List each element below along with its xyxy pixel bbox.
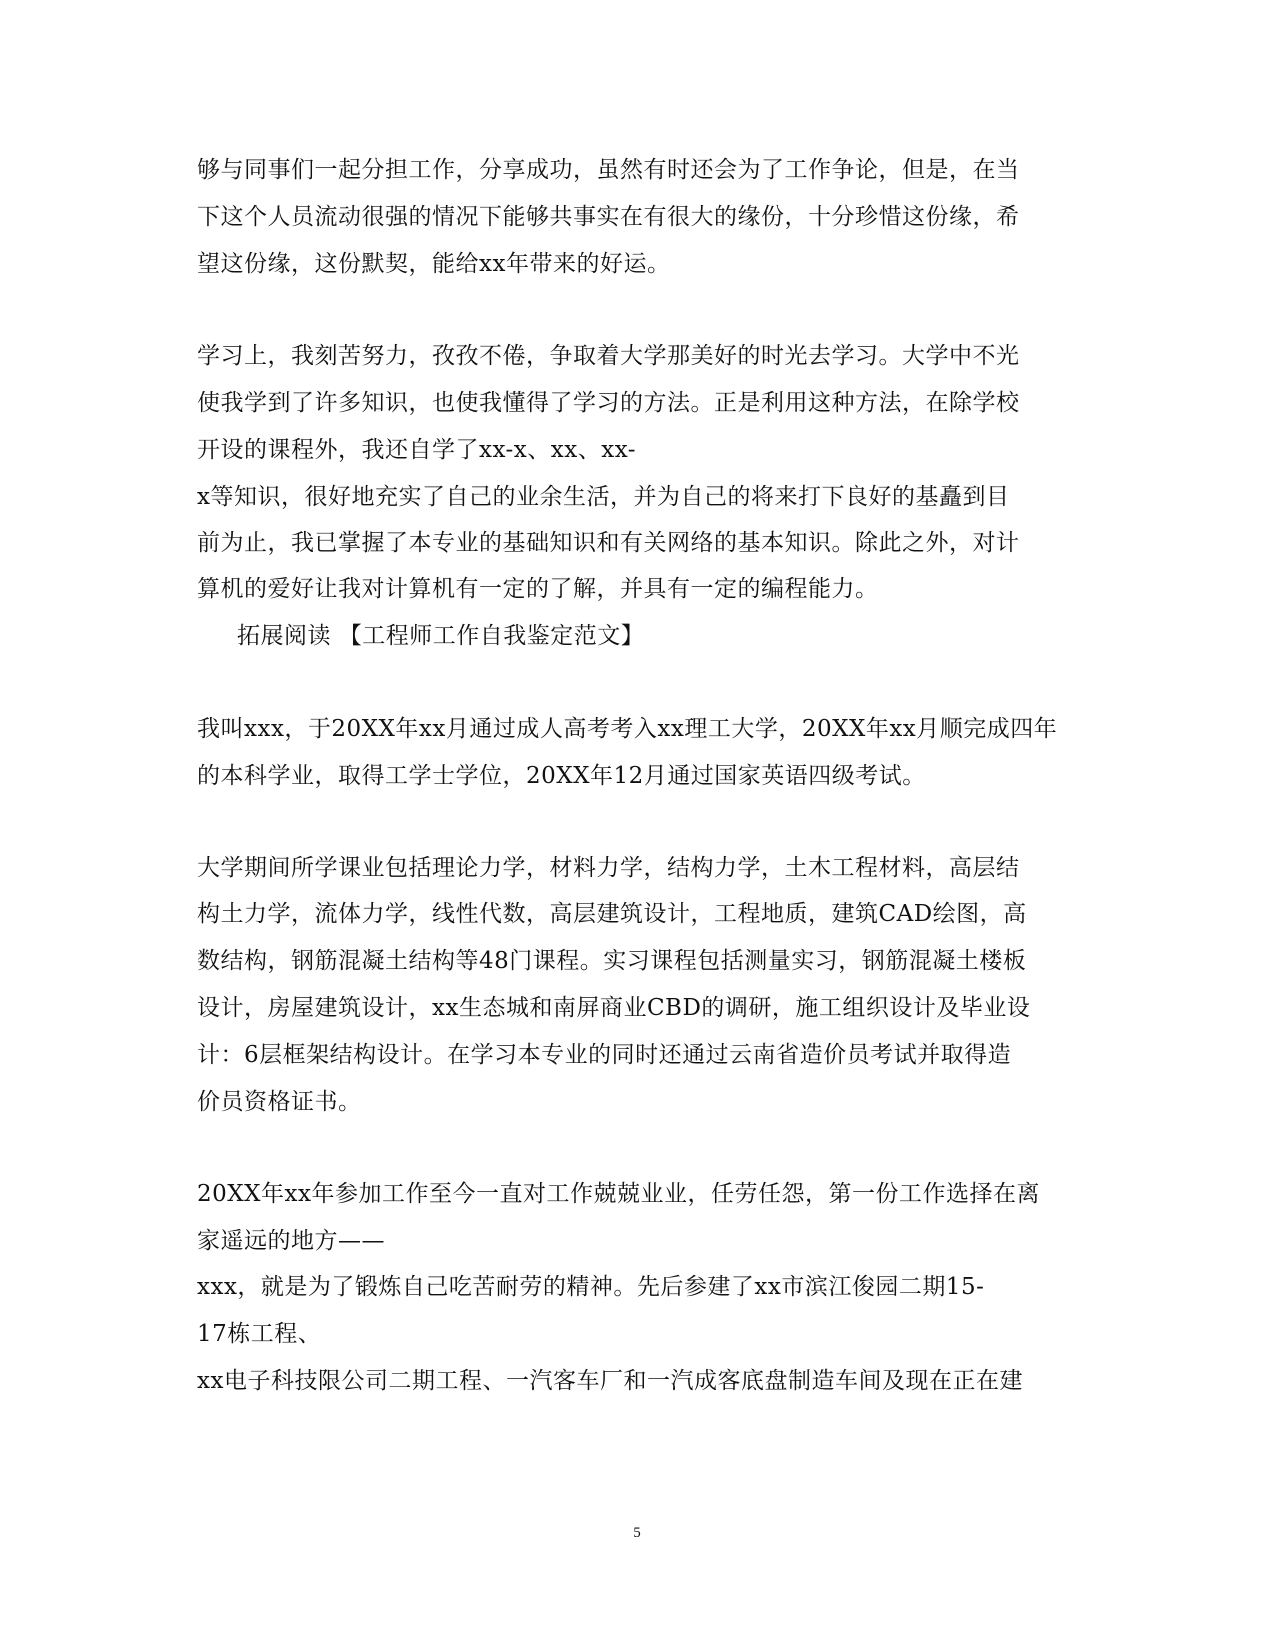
- text-line: 计：6层框架结构设计。在学习本专业的同时还通过云南省造价员考试并取得造: [197, 1042, 1012, 1068]
- text-line: 大学期间所学课业包括理论力学，材料力学，结构力学，土木工程材料，高层结: [197, 855, 1020, 881]
- text-line: 家遥远的地方——: [197, 1228, 385, 1254]
- text-line: 设计，房屋建筑设计，xx生态城和南屏商业CBD的调研，施工组织设计及毕业设: [197, 995, 1031, 1021]
- text-line: 算机的爱好让我对计算机有一定的了解，并具有一定的编程能力。: [197, 576, 879, 602]
- text-line: 的本科学业，取得工学士学位，20XX年12月通过国家英语四级考试。: [197, 763, 926, 789]
- text-line: 价员资格证书。: [197, 1089, 362, 1115]
- text-line: xxx，就是为了锻炼自己吃苦耐劳的精神。先后参建了xx市滨江俊园二期15-: [197, 1274, 985, 1300]
- text-line: 望这份缘，这份默契，能给xx年带来的好运。: [197, 251, 671, 277]
- text-line: xx电子科技限公司二期工程、一汽客车厂和一汽成客底盘制造车间及现在正在建: [197, 1368, 1023, 1394]
- text-line: 我叫xxx，于20XX年xx月通过成人高考考入xx理工大学，20XX年xx月顺完成四年: [197, 716, 1058, 742]
- text-line: 数结构，钢筋混凝土结构等48门课程。实习课程包括测量实习，钢筋混凝土楼板: [197, 948, 1027, 974]
- text-line: 开设的课程外，我还自学了xx-x、xx、xx-: [197, 437, 637, 463]
- text-line: 20XX年xx年参加工作至今一直对工作兢兢业业，任劳任怨，第一份工作选择在离: [197, 1181, 1040, 1207]
- text-line: 构土力学，流体力学，线性代数，高层建筑设计，工程地质，建筑CAD绘图，高: [197, 901, 1027, 927]
- text-line: 使我学到了许多知识，也使我懂得了学习的方法。正是利用这种方法，在除学校: [197, 390, 1020, 416]
- text-line: x等知识，很好地充实了自己的业余生活，并为自己的将来打下良好的基矗到目: [197, 484, 1010, 510]
- text-line: 前为止，我已掌握了本专业的基础知识和有关网络的基本知识。除此之外，对计: [197, 530, 1020, 556]
- text-line: 下这个人员流动很强的情况下能够共事实在有很大的缘份，十分珍惜这份缘，希: [197, 204, 1020, 230]
- page-number: 5: [633, 1525, 641, 1541]
- text-line: 学习上，我刻苦努力，孜孜不倦，争取着大学那美好的时光去学习。大学中不光: [197, 343, 1020, 369]
- text-line: 够与同事们一起分担工作，分享成功，虽然有时还会为了工作争论，但是，在当: [197, 157, 1020, 183]
- extended-reading-heading: 拓展阅读 【工程师工作自我鉴定范文】: [237, 623, 645, 649]
- text-line: 17栋工程、: [197, 1321, 322, 1347]
